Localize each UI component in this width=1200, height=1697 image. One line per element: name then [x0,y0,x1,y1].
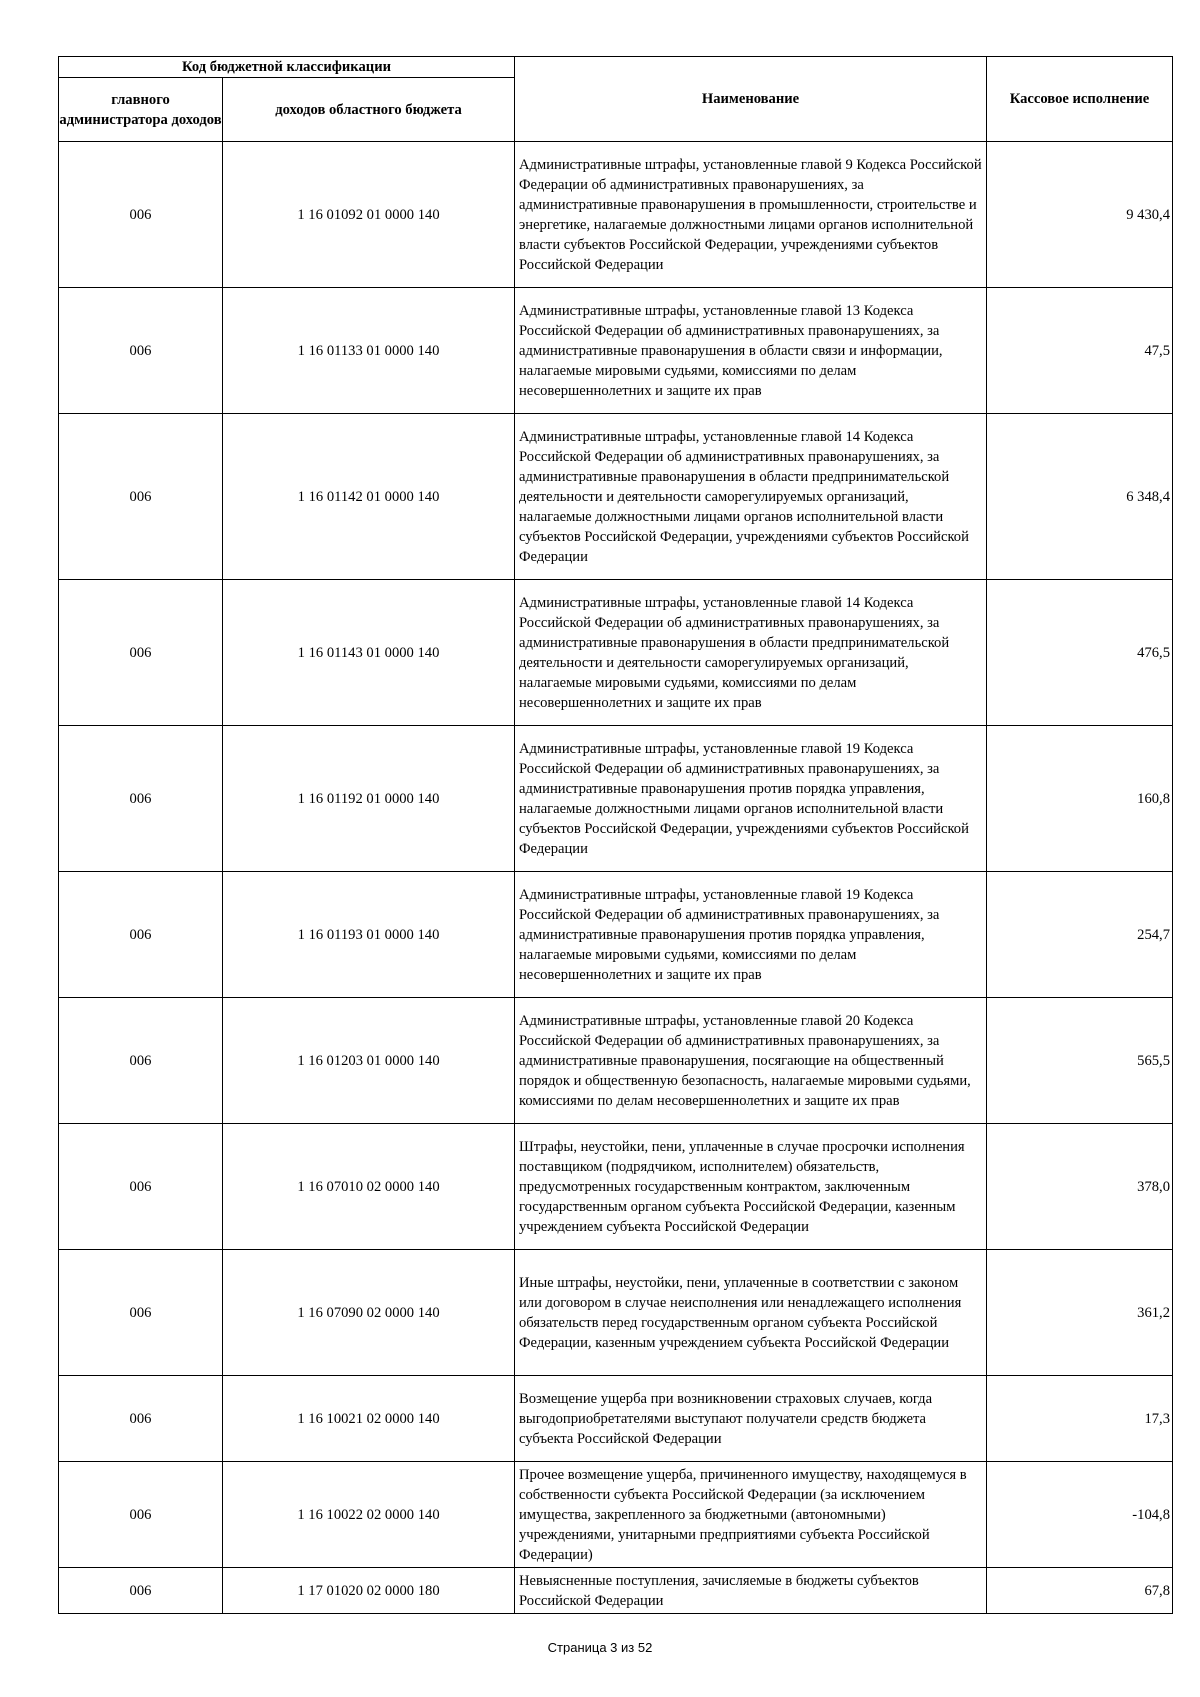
header-budget-classification: Код бюджетной классификации [59,57,515,78]
name-cell: Административные штрафы, установленные главой 13 Кодекса Российской Федерации об административных правонарушениях, за административные правонарушения в области связи и информации, налагаемые мировыми судьями, комиссиями по делам несовершеннолетних и защите их прав [515,288,987,414]
name-cell: Административные штрафы, установленные главой 14 Кодекса Российской Федерации об административных правонарушениях, за административные правонарушения в области предпринимательской деятельности и деятельности саморегулируемых организаций, налагаемые должностными лицами органов исполнительной власти субъектов Российской Федерации, учреждениями субъектов Российской Федерации [515,414,987,580]
income-code-cell: 1 16 01142 01 0000 140 [223,414,515,580]
cash-execution-cell: 9 430,4 [987,142,1173,288]
name-cell: Административные штрафы, установленные главой 14 Кодекса Российской Федерации об административных правонарушениях, за административные правонарушения в области предпринимательской деятельности и деятельности саморегулируемых организаций, налагаемые мировыми судьями, комиссиями по делам несовершеннолетних и защите их прав [515,580,987,726]
name-cell: Невыясненные поступления, зачисляемые в бюджеты субъектов Российской Федерации [515,1568,987,1614]
income-code-cell: 1 16 10021 02 0000 140 [223,1376,515,1462]
header-name: Наименование [515,57,987,142]
income-code-cell: 1 16 07090 02 0000 140 [223,1250,515,1376]
cash-execution-cell: 17,3 [987,1376,1173,1462]
table-row [59,288,1173,414]
name-cell: Прочее возмещение ущерба, причиненного имуществу, находящемуся в собственности субъекта Российской Федерации (за исключением имущества, закрепленного за бюджетными (автономными) учреждениями, унитарными предприятиями субъекта Российской Федерации) [515,1462,987,1568]
cash-execution-cell: 476,5 [987,580,1173,726]
cash-execution-cell: 565,5 [987,998,1173,1124]
admin-code-cell: 006 [59,580,223,726]
income-code-cell: 1 16 07010 02 0000 140 [223,1124,515,1250]
name-cell: Административные штрафы, установленные главой 9 Кодекса Российской Федерации об административных правонарушениях, за административные правонарушения в промышленности, строительстве и энергетике, налагаемые должностными лицами органов исполнительной власти субъектов Российской Федерации, учреждениями субъектов Российской Федерации [515,142,987,288]
name-cell: Административные штрафы, установленные главой 19 Кодекса Российской Федерации об административных правонарушениях, за административные правонарушения против порядка управления, налагаемые мировыми судьями, комиссиями по делам несовершеннолетних и защите их прав [515,872,987,998]
cash-execution-cell: 254,7 [987,872,1173,998]
cash-execution-cell: 361,2 [987,1250,1173,1376]
cash-execution-cell: 160,8 [987,726,1173,872]
income-code-cell: 1 16 01092 01 0000 140 [223,142,515,288]
header-regional-budget-income: доходов областного бюджета [223,78,515,142]
table-body [59,142,1173,1614]
cash-execution-cell: 378,0 [987,1124,1173,1250]
income-code-cell: 1 16 01143 01 0000 140 [223,580,515,726]
admin-code-cell: 006 [59,142,223,288]
admin-code-cell: 006 [59,1568,223,1614]
cash-execution-cell: 67,8 [987,1568,1173,1614]
table-row [59,1462,1173,1568]
budget-classification-table [58,56,1173,1614]
name-cell: Иные штрафы, неустойки, пени, уплаченные в соответствии с законом или договором в случае неисполнения или ненадлежащего исполнения обязательств перед государственным органом субъекта Российской Федерации, казенным учреждением субъекта Российской Федерации [515,1250,987,1376]
table-row [59,726,1173,872]
table-row [59,998,1173,1124]
admin-code-cell: 006 [59,1376,223,1462]
admin-code-cell: 006 [59,872,223,998]
table-row [59,872,1173,998]
table-row [59,414,1173,580]
admin-code-cell: 006 [59,1462,223,1568]
income-code-cell: 1 16 10022 02 0000 140 [223,1462,515,1568]
table-row [59,1250,1173,1376]
table-row [59,1568,1173,1614]
income-code-cell: 1 17 01020 02 0000 180 [223,1568,515,1614]
name-cell: Возмещение ущерба при возникновении страховых случаев, когда выгодоприобретателями выступают получатели средств бюджета субъекта Российской Федерации [515,1376,987,1462]
name-cell: Штрафы, неустойки, пени, уплаченные в случае просрочки исполнения поставщиком (подрядчиком, исполнителем) обязательств, предусмотренных государственным контрактом, заключенным государственным органом субъекта Российской Федерации, казенным учреждением субъекта Российской Федерации [515,1124,987,1250]
name-cell: Административные штрафы, установленные главой 20 Кодекса Российской Федерации об административных правонарушениях, за административные правонарушения, посягающие на общественный порядок и общественную безопасность, налагаемые мировыми судьями, комиссиями по делам несовершеннолетних и защите их прав [515,998,987,1124]
table-row [59,580,1173,726]
income-code-cell: 1 16 01193 01 0000 140 [223,872,515,998]
table-row [59,142,1173,288]
cash-execution-cell: -104,8 [987,1462,1173,1568]
name-cell: Административные штрафы, установленные главой 19 Кодекса Российской Федерации об административных правонарушениях, за административные правонарушения против порядка управления, налагаемые должностными лицами органов исполнительной власти субъектов Российской Федерации, учреждениями субъектов Российской Федерации [515,726,987,872]
admin-code-cell: 006 [59,414,223,580]
admin-code-cell: 006 [59,1124,223,1250]
budget-table-container [58,56,1172,1614]
admin-code-cell: 006 [59,1250,223,1376]
table-row [59,1124,1173,1250]
header-main-administrator: главного администратора доходов [59,78,223,142]
admin-code-cell: 006 [59,998,223,1124]
income-code-cell: 1 16 01133 01 0000 140 [223,288,515,414]
cash-execution-cell: 6 348,4 [987,414,1173,580]
cash-execution-cell: 47,5 [987,288,1173,414]
income-code-cell: 1 16 01192 01 0000 140 [223,726,515,872]
header-cash-execution: Кассовое исполнение [987,57,1173,142]
income-code-cell: 1 16 01203 01 0000 140 [223,998,515,1124]
admin-code-cell: 006 [59,288,223,414]
admin-code-cell: 006 [59,726,223,872]
table-row [59,1376,1173,1462]
page-number: Страница 3 из 52 [547,1640,653,1655]
